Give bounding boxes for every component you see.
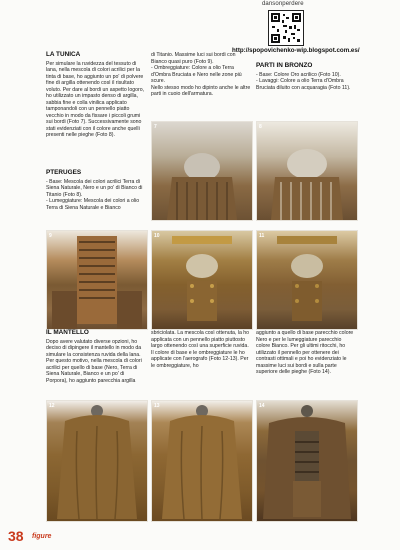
mantello-text: Dopo avere valutato diverse opzioni, ho deciso di dipingere il mantello in modo da simulare la consistenza ruvida della lana. Per questo motivo, nella mescola di colori acrilici per quello di base (Nero, Terra di Siena Naturale, Bianco e un po' di Porpora), ho aggiunto parecchia argilla [46, 338, 142, 384]
photo-number: 13 [154, 403, 160, 409]
mantello-column-three [256, 330, 356, 378]
column-two [151, 52, 251, 100]
leather-text: di Titanio. Massime luci sui bordi con Bianco quasi puro (Foto 9). - Ombreggiature: Colore a olio Terra d'Ombra Bruciata e Nero nelle zone più scure. Nello stesso modo ho dipinto anche le altre parti in cuoio dell'armatura. [151, 52, 251, 97]
photo-12 [46, 400, 148, 522]
photo-number: 7 [154, 124, 157, 130]
bronze-column [256, 63, 356, 93]
mantello-column [46, 330, 146, 386]
photo-9 [46, 230, 148, 330]
photo-8 [256, 121, 358, 221]
section-title-bronze: PARTI IN BRONZO [256, 62, 313, 69]
photo-7 [151, 121, 253, 221]
photo-11 [256, 230, 358, 330]
section-title-tunica: LA TUNICA [46, 51, 81, 58]
photo-10 [151, 230, 253, 330]
mantello-column-two [151, 330, 251, 371]
magazine-brand: figure [32, 533, 52, 540]
blog-url[interactable]: http://spopovichenko-wip.blogspot.com.es/ [232, 47, 360, 54]
photo-number: 11 [259, 233, 265, 239]
photo-14 [256, 400, 358, 522]
qr-caption: dansonperdere [262, 1, 304, 7]
pteruges-column [46, 170, 146, 213]
page-number: 38 [8, 528, 24, 544]
photo-13 [151, 400, 253, 522]
section-title-mantello: IL MANTELLO [46, 329, 89, 336]
mantello-text-three: aggiunto a quello di base parecchio colore Nero e per le lumeggiature parecchio colore Bianco. Per gli ultimi ritocchi, ho utilizzato il pennello per ottenere dei contrasti ottimali e poi ho evidenziato le massime luci sui bordi e sulla parte superiore delle pieghe (Foto 14). [256, 330, 354, 375]
photo-number: 10 [154, 233, 160, 239]
tunica-column [46, 52, 146, 141]
photo-number: 8 [259, 124, 262, 130]
mantello-text-two: sbriciolata. La mescola così ottenuta, la ho applicata con un pennello piatto piuttosto largo ottenendo così una superficie ruvida. Il colore di base e le ombreggiature le ho applicate con l'aerografo (Foto 12-13). Per le ombreggiature, ho [151, 330, 250, 369]
photo-number: 9 [49, 233, 52, 239]
section-title-pteruges: PTERUGES [46, 169, 82, 176]
pteruges-text: - Base: Mescola dei colori acrilici Terra di Siena Naturale, Nero e un po' di Bianco di Titanio (Foto 8). - Lumeggiature: Mescola dei colori a olio Terra di Siena Naturale e Bianco [46, 178, 143, 211]
photo-number: 12 [49, 403, 55, 409]
photo-number: 14 [259, 403, 265, 409]
qr-code-icon[interactable] [268, 10, 304, 46]
bronze-text: - Base: Colore Oro acrilico (Foto 10). - Lavaggi: Colore a olio Terra d'Ombra Bruciata diluito con acquaragia (Foto 11). [256, 71, 351, 91]
tunica-text: Per simulare la ruvidezza del tessuto di lana, nella mescola di colori acrilici per la tinta di base, ho aggiunto un po' di polvere fine di argilla ottenendo così il risultato voluto. Per dare al bordi un aspetto logoro, ho utilizzato un impasto denso di argilla, sabbia fine e colla vinilica applicato tamponandoli con un pennello piatto vecchio in modo da fissare i piccoli grumi sui bordi (Foto 7). Successivamente sono stati evidenziati con il colore anche quelli presenti nelle pieghe (Foto 8). [46, 60, 145, 138]
